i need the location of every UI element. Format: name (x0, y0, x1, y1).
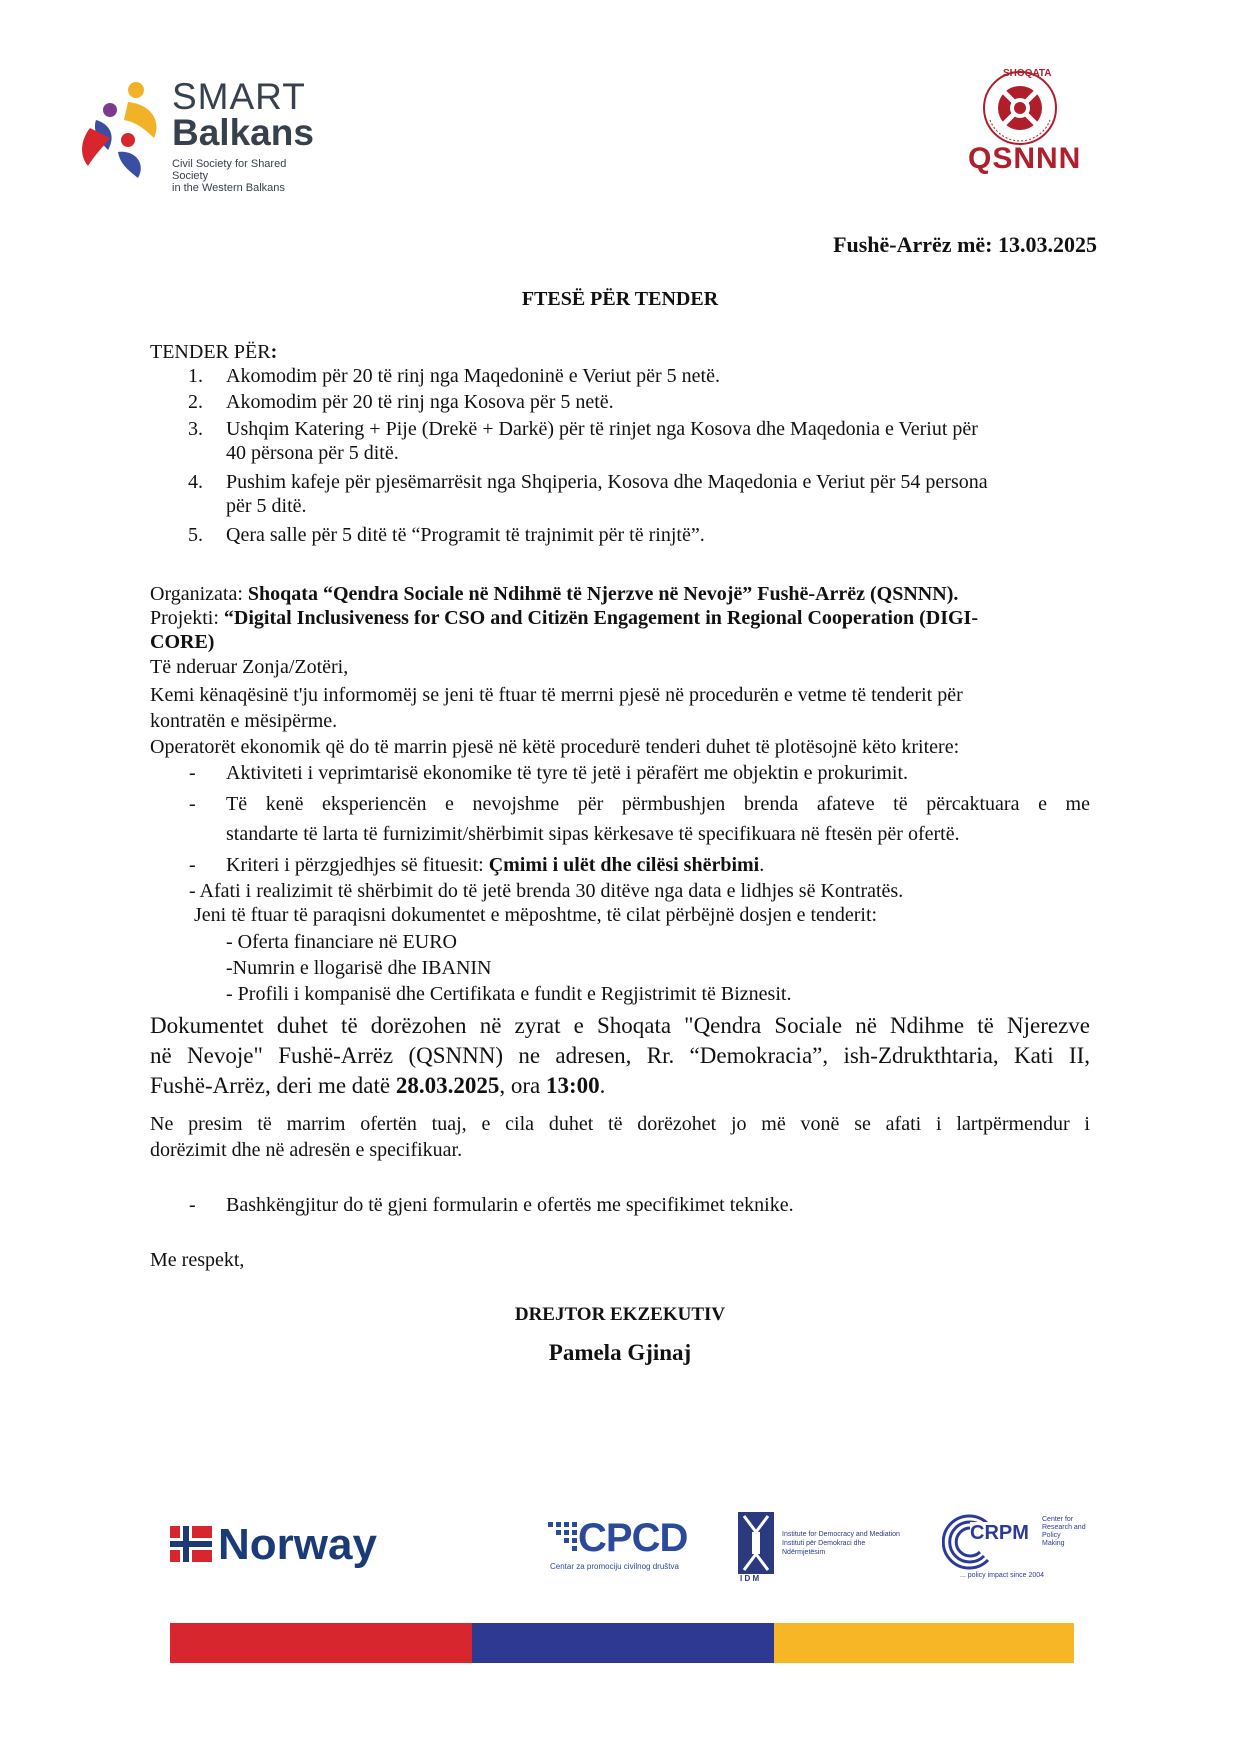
tender-items-list (150, 364, 1090, 554)
intro-paragraph-line-2: kontratën e mësipërme. (150, 710, 338, 732)
crpm-logo (942, 1510, 1092, 1590)
document-item: -Numrin e llogarisë dhe IBANIN (226, 957, 492, 979)
list-item-number: 1. (188, 365, 203, 387)
list-item (226, 470, 1082, 518)
idm-acronym: I D M (740, 1574, 760, 1583)
submission-line (150, 1071, 1090, 1101)
list-item-line: Ushqim Katering + Pije (Drekë + Darkë) për të rinjet nga Kosova dhe Maqedonia e Veriut për (226, 418, 978, 440)
document-item: - Profili i kompanisë dhe Certifikata e fundit e Regjistrimit të Biznesit. (226, 983, 792, 1005)
idm-name: Institute for Democracy and Mediation (782, 1531, 900, 1538)
attachment-note: Bashkëngjitur do të gjeni formularin e ofertës me specifikimet teknike. (226, 1194, 794, 1216)
list-item-line: për 5 ditë. (226, 495, 307, 517)
cpcd-text: CPCD (578, 1516, 688, 1560)
footer-bar-yellow (774, 1623, 1074, 1663)
date-line: Fushë-Arrëz më: 13.03.2025 (833, 232, 1097, 257)
project-label: Projekti: (150, 607, 224, 629)
crpm-text: CRPM (970, 1522, 1029, 1544)
closing: Me respekt, (150, 1249, 245, 1271)
signatory-title: DREJTOR EKZEKUTIV (514, 1304, 726, 1325)
criteria-item: - Afati i realizimit të shërbimit do të jetë brenda 30 ditëve nga data e lidhjes së Kontratës. (189, 880, 904, 902)
criteria-item: Aktiviteti i veprimtarisë ekonomike të tyre të jetë i përafërt me objektin e prokurimit. (226, 762, 909, 784)
project-value: “Digital Inclusiveness for CSO and Citizën Engagement in Regional Cooperation (DIGI- (223, 607, 978, 629)
expectation-line-2: dorëzimit dhe në adresën e specifikuar. (150, 1139, 463, 1161)
crpm-side-line: Making (1042, 1540, 1065, 1547)
expectation-line-1: Ne presim të marrim ofertën tuaj, e cila duhet të dorëzohet jo më vonë se afati i lartpërmendur i (150, 1113, 1090, 1135)
intro-paragraph-line-1: Kemi kënaqësinë t'ju informomëj se jeni të ftuar të merrni pjesë në procedurën e vetme të tenderit për (150, 684, 963, 706)
norway-flag-icon (170, 1526, 212, 1562)
greeting: Të nderuar Zonja/Zotëri, (150, 656, 349, 678)
criteria-item: Të kenë eksperiencën e nevojshme për përmbushjen brenda afateve të përcaktuara e me (226, 793, 1090, 815)
criteria-item-continued: standarte të larta të furnizimit/shërbimit sipas kërkesave të specifikuara në ftesën për ofertë. (226, 823, 960, 845)
list-item-number: 2. (188, 391, 203, 413)
criteria-intro: Operatorët ekonomik që do të marrin pjesë në këtë procedurë tenderi duhet të plotësojnë këto kritere: (150, 736, 960, 758)
document-item: - Oferta financiare në EURO (226, 931, 457, 953)
deadline-time: 13:00 (546, 1073, 600, 1098)
criteria-bullet: - (189, 762, 196, 784)
norway-logo (170, 1520, 380, 1573)
crpm-side-line: Policy (1042, 1532, 1061, 1539)
submission-paragraph (150, 1011, 1090, 1101)
crpm-side-line: Research and (1042, 1524, 1086, 1531)
qsnnn-shoqata-text: SHOQATA (1003, 68, 1052, 79)
organization-label: Organizata: (150, 583, 248, 605)
submission-text: . (599, 1073, 606, 1098)
submission-text: Fushë-Arrëz, deri me datë (150, 1073, 396, 1098)
project-value-continued: CORE) (150, 631, 215, 653)
page-title: FTESË PËR TENDER (521, 288, 719, 310)
list-item (226, 417, 1082, 465)
cpcd-logo (548, 1518, 688, 1580)
qsnnn-logo (960, 60, 1090, 185)
crpm-side-text (1042, 1516, 1086, 1548)
tender-label-text: TENDER PËR (150, 341, 271, 363)
deadline-date: 28.03.2025 (395, 1073, 500, 1098)
balkans-text: Balkans (172, 112, 314, 153)
list-item-line: Pushim kafeje për pjesëmarrësit nga Shqiperia, Kosova dhe Maqedonia e Veriut për 54 persona (226, 471, 988, 493)
crpm-side-line: Center for (1042, 1516, 1074, 1523)
criteria-text: . (759, 854, 765, 876)
idm-subtitle: Instituti për Demokraci dhe Ndërmjetësim (782, 1540, 866, 1556)
idm-text (782, 1530, 902, 1557)
crpm-tagline: ... policy impact since 2004 (960, 1572, 1045, 1579)
submission-text: , ora (499, 1073, 546, 1098)
tender-label (150, 340, 277, 364)
list-item-number: 4. (188, 471, 203, 493)
qsnnn-acronym: QSNNN (968, 142, 1082, 175)
tender-label-colon: : (270, 341, 278, 363)
smart-balkans-figure-icon (80, 80, 166, 180)
idm-emblem-icon (738, 1512, 774, 1574)
footer-bar-blue (472, 1623, 774, 1663)
list-item-number: 3. (188, 418, 203, 440)
organization-value: Shoqata “Qendra Sociale në Ndihmë të Njerzve në Nevojë” Fushë-Arrëz (QSNNN). (247, 583, 959, 605)
list-item-number: 5. (188, 524, 203, 546)
list-item: Akomodim për 20 të rinj nga Maqedoninë e Veriut për 5 netë. (226, 365, 720, 387)
list-item: Qera salle për 5 ditë të “Programit të trajnimit për të rinjtë”. (226, 524, 705, 546)
list-item: Akomodim për 20 të rinj nga Kosova për 5 netë. (226, 391, 614, 413)
idm-logo (738, 1512, 898, 1587)
tagline-line-2: in the Western Balkans (172, 182, 285, 194)
organization-line (150, 582, 1100, 606)
criteria-bullet: - (189, 854, 196, 876)
project-line (150, 606, 1100, 630)
smart-text: SMART (172, 76, 306, 117)
criteria-item (226, 853, 764, 877)
documents-intro: Jeni të ftuar të paraqisni dokumentet e mëposhtme, të cilat përbëjnë dosjen e tenderit: (194, 904, 878, 926)
footer-bar-red (170, 1623, 472, 1663)
submission-line: Dokumentet duhet të dorëzohen në zyrat e Shoqata "Qendra Sociale në Ndihme të Njerezve (150, 1013, 1090, 1038)
attachment-bullet: - (189, 1194, 196, 1216)
norway-text: Norway (218, 1520, 377, 1569)
tagline-line-1: Civil Society for Shared Society (172, 158, 287, 182)
cpcd-subtitle: Centar za promociju civilnog društva (550, 1562, 679, 1571)
smart-tagline (172, 158, 322, 194)
cpcd-grid-icon (548, 1522, 578, 1552)
signatory-name: Pamela Gjinaj (548, 1340, 692, 1365)
list-item-line: 40 përsona për 5 ditë. (226, 442, 399, 464)
selection-criterion: Çmimi i ulët dhe cilësi shërbimi (488, 854, 760, 876)
smart-balkans-logo (80, 76, 320, 194)
criteria-text: Kriteri i përzgjedhjes së fituesit: (226, 854, 489, 876)
criteria-bullet: - (189, 793, 196, 815)
submission-line: në Nevoje" Fushë-Arrëz (QSNNN) ne adresen, Rr. “Demokracia”, ish-Zdrukthtaria, Kati II, (150, 1043, 1090, 1068)
